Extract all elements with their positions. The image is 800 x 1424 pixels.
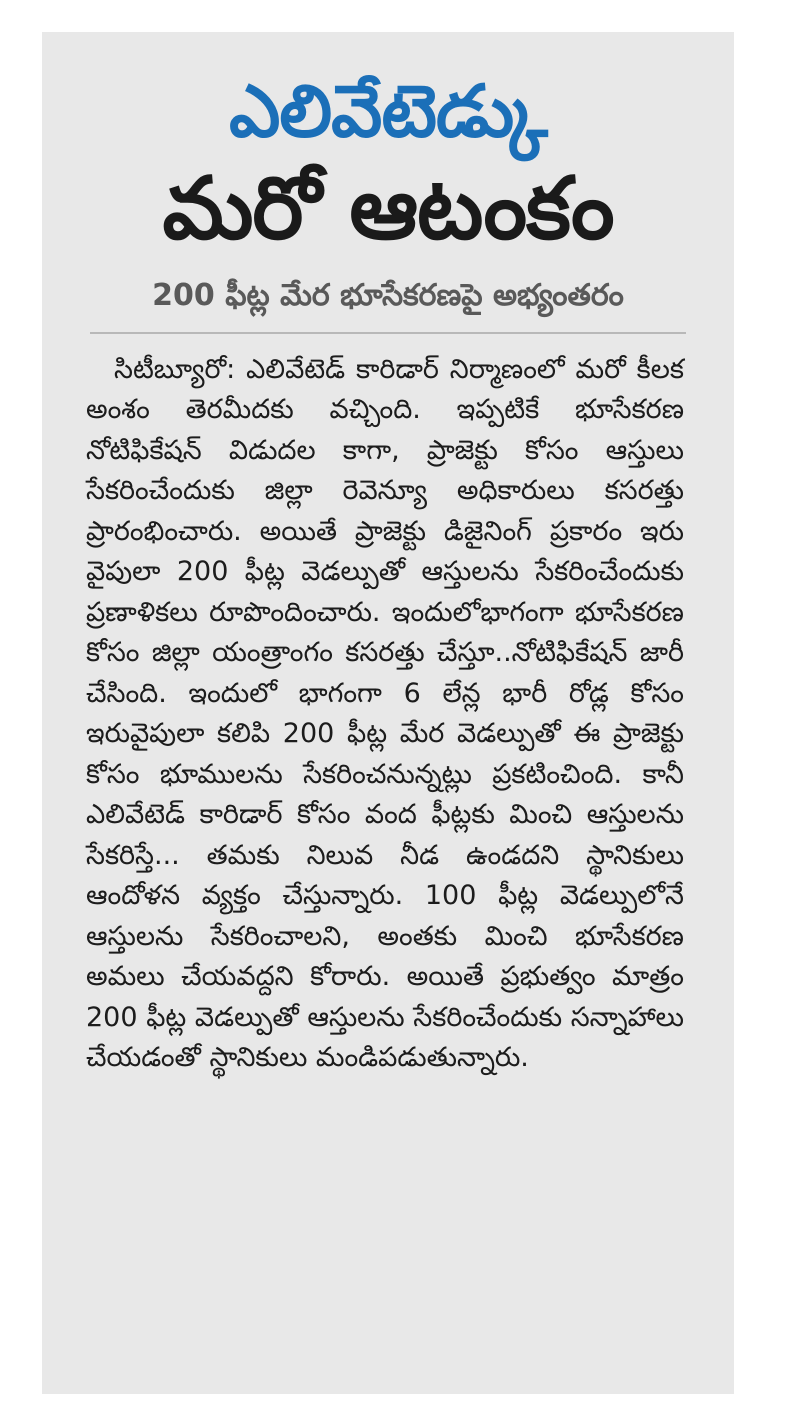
article-body: సిటీబ్యూరో: ఎలివేటెడ్ కారిడార్ నిర్మాణంలో మరో కీలక అంశం తెరమీదకు వచ్చింది. ఇప్పటికే భూసేకరణ నోటిఫికేషన్ విడుదల కాగా, ప్రాజెక్టు కోసం ఆస్తులు సేకరించేందుకు జిల్లా రెవెన్యూ అధికారులు కసరత్తు ప్రారంభించారు. అయితే ప్రాజెక్టు డిజైనింగ్ ప్రకారం ఇరు వైపులా 200 ఫీట్ల వెడల్పుతో ఆస్తులను సేకరించేందుకు ప్రణాళికలు రూపొందించారు. ఇందులోభాగంగా భూసేకరణ కోసం జిల్లా యంత్రాంగం కసరత్తు చేస్తూ..నోటిఫికేషన్ జారీ చేసింది. ఇందులో భాగంగా 6 లేన్ల భారీ రోడ్ల కోసం ఇరువైపులా కలిపి 200 ఫీట్ల మేర వెడల్పుతో ఈ ప్రాజెక్టు కోసం భూములను సేకరించనున్నట్లు ప్రకటించింది. కానీ ఎలివేటెడ్ కారిడార్ కోసం వంద ఫీట్లకు మించి ఆస్తులను సేకరిస్తే... తమకు నిలువ నీడ ఉండదని స్థానికులు ఆందోళన వ్యక్తం చేస్తున్నారు. 100 ఫీట్ల వెడల్పులోనే ఆస్తులను సేకరించాలని, అంతకు మించి భూసేకరణ అమలు చేయవద్దని కోరారు. అయితే ప్రభుత్వం మాత్రం 200 ఫీట్ల వెడల్పుతో ఆస్తులను సేకరించేందుకు సన్నాహాలు చేయడంతో స్థానికులు మండిపడుతున్నారు. [86, 353, 684, 1074]
subheadline: 200 ఫీట్ల మేర భూసేకరణపై అభ్యంతరం [90, 278, 686, 334]
headline-highlight: ఎలివేటెడ్ [229, 69, 547, 153]
headline [42, 69, 734, 259]
headline-line-1 [42, 69, 734, 153]
newspaper-clipping [42, 32, 734, 1394]
headline-line-2: మరో ఆటంకం [162, 158, 614, 259]
